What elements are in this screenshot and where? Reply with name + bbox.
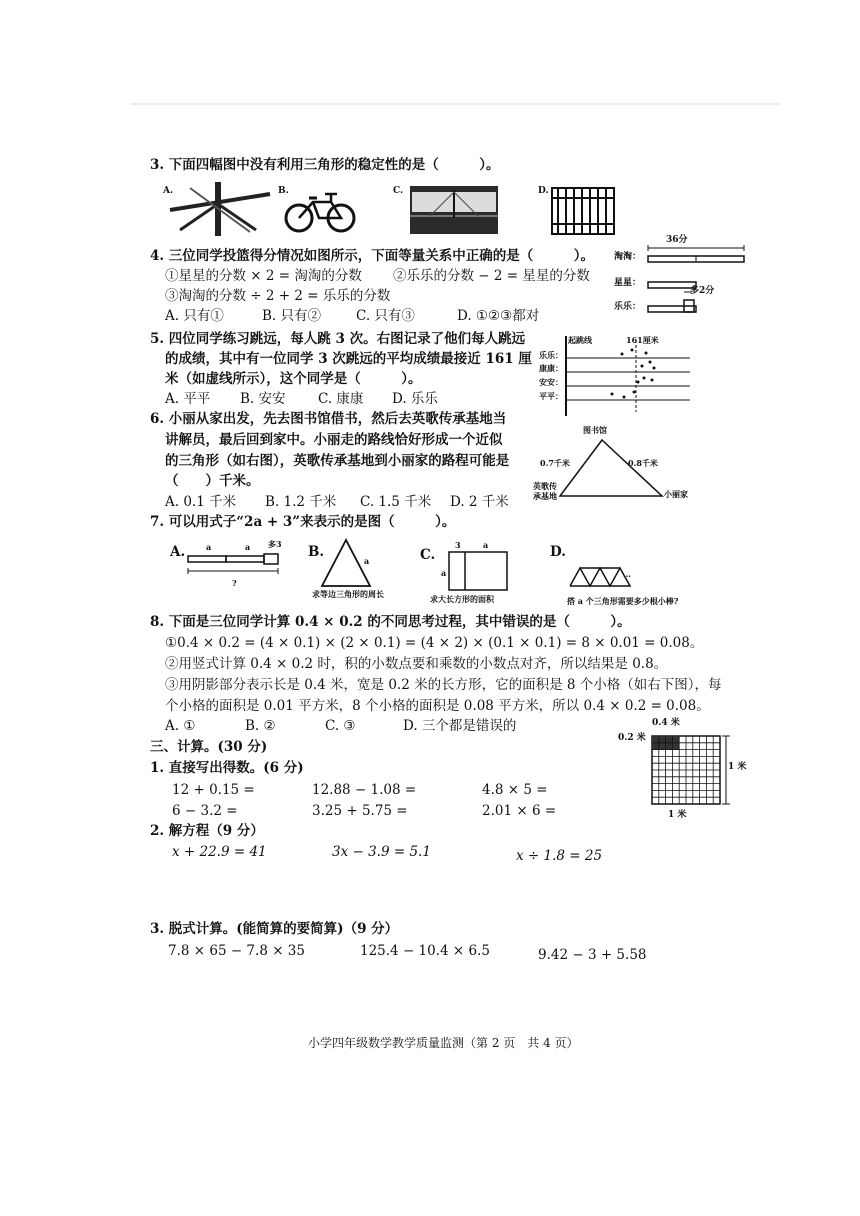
- q4-lele-label: 乐乐：: [614, 302, 642, 312]
- q4-taotao-label: 淘淘：: [614, 252, 642, 262]
- q5-option-b: B. 安安: [240, 391, 286, 407]
- q7c-caption: 求大长方形的面积: [430, 594, 494, 604]
- q8-statement-3b: 个小格的面积是 0.01 平方米，8 个小格的面积是 0.08 平方米，所以 0.4 × 0.2 = 0.08。: [165, 698, 710, 714]
- q6-base-label-2: 承基地: [533, 491, 557, 501]
- q6-home-label: 小丽家: [664, 489, 688, 499]
- q5-start-label: 起跳线: [568, 335, 592, 345]
- calc-1-1: 12 + 0.15 =: [172, 782, 255, 798]
- q4-option-a: A. 只有①: [165, 308, 224, 324]
- q8-option-d: D. 三个都是错误的: [403, 718, 517, 734]
- q6-library-label: 图书馆: [583, 425, 607, 435]
- q8-grid-right-label: 1 米: [728, 762, 747, 772]
- q7b-triangle: [320, 538, 372, 588]
- step-calc-2: 125.4 − 10.4 × 6.5: [360, 943, 490, 959]
- q7c-a-left-label: a: [441, 568, 447, 578]
- step-calc-1: 7.8 × 65 − 7.8 × 35: [168, 943, 305, 959]
- q6-line-2: 讲解员，最后回到家中。小丽走的路线恰好形成一个近似: [165, 432, 503, 448]
- equation-3: x ÷ 1.8 = 25: [516, 848, 603, 864]
- q7b-caption: 求等边三角形的周长: [312, 589, 384, 599]
- q5-option-d: D. 乐乐: [392, 391, 438, 407]
- q6-line-4: （ ）千米。: [165, 473, 260, 489]
- q7-text: 7. 可以用式子“2a + 3”来表示的是图（ ）。: [150, 514, 456, 530]
- q6-right-distance: 0.8千米: [628, 458, 658, 468]
- calc-2-1: 6 − 3.2 =: [172, 803, 238, 819]
- q4-statement-3: ③淘淘的分数 ÷ 2 + 2 = 乐乐的分数: [165, 288, 391, 304]
- equation-1: x + 22.9 = 41: [172, 844, 267, 860]
- bridge-photo: [410, 186, 498, 234]
- q5-line-3: 米（如虚线所示），这个同学是（ ）。: [165, 371, 422, 387]
- part-2-title: 2. 解方程（9 分）: [150, 823, 264, 839]
- q5-option-c: C. 康康: [318, 391, 364, 407]
- calc-1-3: 4.8 × 5 =: [482, 782, 548, 798]
- q6-triangle-route: [556, 438, 666, 500]
- q8-option-c: C. ③: [325, 718, 356, 734]
- q7c-a-top-label: a: [483, 540, 489, 550]
- step-calc-3: 9.42 − 3 + 5.58: [538, 947, 647, 963]
- q7d-dots: …: [623, 569, 631, 579]
- power-pole-picture: [170, 182, 270, 236]
- q6-base-label-1: 英歌传: [533, 481, 557, 491]
- q4-statement-2: ②乐乐的分数 − 2 = 星星的分数: [393, 268, 590, 284]
- page-footer: 小学四年级数学教学质量监测（第 2 页 共 4 页）: [308, 1036, 579, 1050]
- q3-label-c: C.: [393, 186, 404, 196]
- q3-label-a: A.: [163, 186, 174, 196]
- q8-grid-figure: [650, 732, 734, 808]
- bicycle-picture: [285, 190, 355, 234]
- q7d-caption: 搭 a 个三角形需要多少根小棒?: [567, 596, 679, 606]
- q3-text: 3. 下面四幅图中没有利用三角形的稳定性的是（ ）。: [150, 157, 500, 173]
- q6-option-a: A. 0.1 千米: [165, 494, 237, 510]
- q4-total-label: 36分: [666, 235, 688, 245]
- q8-option-a: A. ①: [165, 718, 196, 734]
- q7c-rectangle-diagram: [447, 550, 509, 592]
- part-3-title: 3. 脱式计算。(能简算的要简算)（9 分）: [150, 921, 399, 937]
- q6-option-c: C. 1.5 千米: [360, 494, 432, 510]
- q8-line-1: 8. 下面是三位同学计算 0.4 × 0.2 的不同思考过程，其中错误的是（ ）。: [150, 614, 631, 630]
- q4-statement-1: ①星星的分数 × 2 = 淘淘的分数: [165, 268, 362, 284]
- q7a-a-label-1: a: [206, 542, 212, 552]
- q4-xingxing-label: 星星：: [614, 278, 642, 288]
- q5-option-a: A. 平平: [165, 391, 211, 407]
- q5-name-pingping: 平平：: [539, 391, 563, 401]
- q4-more-label: 多2分: [690, 286, 715, 296]
- q7b-a-label: a: [364, 556, 370, 566]
- q5-line-1: 5. 四位同学练习跳远，每人跳 3 次。右图记录了他们每人跳远: [150, 331, 526, 347]
- q5-line-2: 的成绩，其中有一位同学 3 次跳远的平均成绩最接近 161 厘: [165, 351, 532, 367]
- q4-text: 4. 三位同学投篮得分情况如图所示，下面等量关系中正确的是（ ）。: [150, 248, 595, 264]
- q8-grid-top-label: 0.4 米: [652, 718, 680, 728]
- q7a-question-label: ?: [232, 578, 237, 588]
- q6-line-1: 6. 小丽从家出发，先去图书馆借书，然后去英歌传承基地当: [150, 411, 507, 427]
- q5-mark-label: 161厘米: [626, 335, 659, 345]
- q4-segment-diagram: [646, 244, 746, 316]
- folding-gate-picture: [552, 188, 614, 234]
- q4-option-b: B. 只有②: [262, 308, 322, 324]
- q7a-segment-diagram: [186, 552, 282, 580]
- q8-grid-left-label: 0.2 米: [618, 733, 646, 743]
- q6-left-distance: 0.7千米: [540, 458, 570, 468]
- calc-2-3: 2.01 × 6 =: [482, 803, 557, 819]
- part-1-title: 1. 直接写出得数。(6 分): [150, 760, 304, 776]
- q7c-three-label: 3: [455, 540, 461, 550]
- q8-option-b: B. ②: [245, 718, 276, 734]
- q4-option-c: C. 只有③: [356, 308, 415, 324]
- q8-grid-bottom-label: 1 米: [668, 810, 687, 820]
- q6-option-d: D. 2 千米: [450, 494, 509, 510]
- q7-label-a: A.: [170, 544, 186, 560]
- q3-label-b: B.: [278, 186, 289, 196]
- q7-label-b: B.: [308, 544, 325, 560]
- scan-edge-line: [130, 103, 780, 105]
- q8-statement-3a: ③用阴影部分表示长是 0.4 米，宽是 0.2 米的长方形，它的面积是 8 个小格（如右下图），每: [165, 677, 722, 693]
- q5-jump-chart: [564, 332, 694, 418]
- section-3-title: 三、计算。(30 分): [150, 739, 268, 755]
- q3-label-d: D.: [538, 186, 549, 196]
- q5-name-lele: 乐乐：: [539, 350, 563, 360]
- q8-statement-1: ①0.4 × 0.2 = (4 × 0.1) × (2 × 0.1) = (4 × 2) × (0.1 × 0.1) = 8 × 0.01 = 0.08。: [165, 635, 704, 651]
- q6-option-b: B. 1.2 千米: [265, 494, 337, 510]
- q8-statement-2: ②用竖式计算 0.4 × 0.2 时，积的小数点要和乘数的小数点对齐，所以结果是 0.8。: [165, 656, 668, 672]
- q7a-a-label-2: a: [245, 542, 251, 552]
- q7a-more-label: 多3: [268, 539, 282, 549]
- q5-name-kangkang: 康康：: [539, 363, 563, 373]
- q6-line-3: 的三角形（如右图），英歌传承基地到小丽家的路程可能是: [165, 453, 510, 469]
- q7-label-d: D.: [550, 544, 566, 560]
- equation-2: 3x − 3.9 = 5.1: [332, 844, 431, 860]
- q7-label-c: C.: [420, 547, 436, 563]
- q5-name-anan: 安安：: [539, 377, 563, 387]
- calc-2-2: 3.25 + 5.75 =: [312, 803, 408, 819]
- calc-1-2: 12.88 − 1.08 =: [312, 782, 417, 798]
- q4-option-d: D. ①②③都对: [457, 308, 540, 324]
